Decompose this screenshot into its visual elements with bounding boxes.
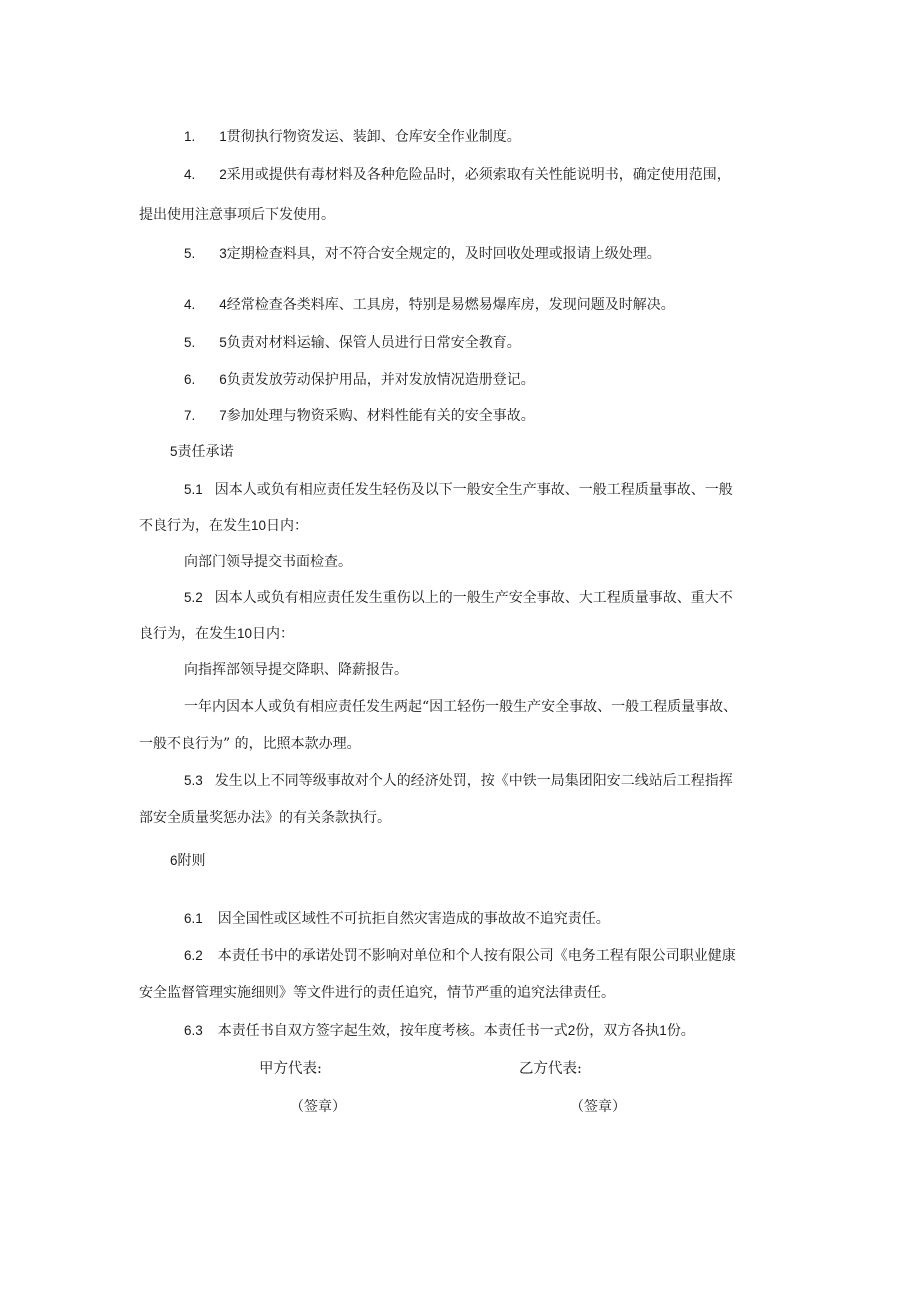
clause-text: 因全国性或区域性不可抗拒自然灾害造成的事故故不追究责任。: [217, 911, 610, 927]
party-b-representative-label: 乙方代表:: [519, 1061, 582, 1077]
clause-number: 5.2: [184, 590, 203, 605]
clause-text: 因本人或负有相应责任发生轻伤及以下一般安全生产事故、一般工程质量事故、一般: [214, 482, 733, 498]
day-count: 10: [237, 626, 253, 641]
item-subnumber: 1: [219, 129, 227, 144]
item-subnumber: 3: [219, 246, 227, 261]
list-item: [184, 406, 535, 426]
section-heading: [170, 442, 234, 462]
clause-text: 日内：: [266, 518, 309, 534]
item-text: 采用或提供有毒材料及各种危险品时，必须索取有关性能说明书，确定使用范围，: [226, 167, 731, 183]
party-a-representative-label: 甲方代表:: [259, 1061, 322, 1077]
clause-text: 份，双方各执: [575, 1023, 660, 1039]
clause-6-1: [184, 909, 610, 929]
item-number: 4.: [184, 167, 196, 182]
section-number: 5: [170, 444, 178, 459]
copy-count: 1: [659, 1023, 667, 1038]
clause-text: 日内：: [252, 626, 295, 642]
clause-text: 本责任书中的承诺处罚不影响对单位和个人按有限公司《电务工程有限公司职业健康: [217, 948, 736, 964]
list-item: [184, 370, 535, 390]
item-text: 负责对材料运输、保管人员进行日常安全教育。: [226, 335, 521, 351]
day-count: 10: [251, 518, 267, 533]
list-item: [184, 244, 661, 264]
clause-number: 5.1: [184, 482, 203, 497]
clause-5-1-action: 向部门领导提交书面检查。: [184, 554, 352, 570]
item-subnumber: 7: [219, 408, 227, 423]
item-text: 参加处理与物资采购、材料性能有关的安全事故。: [226, 408, 535, 424]
item-text: 定期检查料具，对不符合安全规定的，及时回收处理或报请上级处理。: [226, 246, 661, 262]
item-text: 负责发放劳动保护用品，并对发放情况造册登记。: [226, 372, 535, 388]
clause-6-3: [184, 1021, 695, 1041]
item-text: 贯彻执行物资发运、装卸、仓库安全作业制度。: [226, 129, 521, 145]
item-number: 1.: [184, 129, 196, 144]
item-subnumber: 4: [219, 297, 227, 312]
clause-number: 6.2: [184, 948, 203, 963]
party-a-seal: （签章）: [290, 1099, 346, 1115]
clause-number: 6.1: [184, 911, 203, 926]
list-item-continuation: 提出使用注意事项后下发使用。: [139, 207, 335, 223]
list-item: [184, 295, 675, 315]
list-item: [184, 127, 521, 147]
clause-6-2-continuation: 安全监督管理实施细则》等文件进行的责任追究，情节严重的追究法律责任。: [139, 985, 615, 1001]
item-number: 7.: [184, 408, 196, 423]
clause-5-2-extra: 一年内因本人或负有相应责任发生两起“因工轻伤一般生产安全事故、一般工程质量事故、: [184, 699, 738, 715]
clause-5-2-action: 向指挥部领导提交降职、降薪报告。: [184, 662, 408, 678]
item-subnumber: 6: [219, 372, 227, 387]
clause-6-2: [184, 946, 736, 966]
list-item: [184, 333, 521, 353]
clause-text: 发生以上不同等级事故对个人的经济处罚，按《中铁一局集团阳安二线站后工程指挥: [214, 773, 733, 789]
clause-5-2-extra-continuation: 一般不良行为” 的，比照本款办理。: [139, 736, 361, 752]
section-number: 6: [170, 853, 178, 868]
section-title: 责任承诺: [177, 444, 234, 460]
clause-text: 不良行为，在发生: [139, 518, 251, 534]
item-number: 4.: [184, 297, 196, 312]
item-subnumber: 5: [219, 335, 227, 350]
item-text: 经常检查各类料库、工具房，特别是易燃易爆库房，发现问题及时解决。: [226, 297, 675, 313]
party-b-seal: （签章）: [570, 1099, 626, 1115]
section-heading: [170, 851, 206, 871]
list-item: [184, 165, 731, 185]
clause-5-3-continuation: 部安全质量奖惩办法》的有关条款执行。: [139, 810, 391, 826]
item-number: 5.: [184, 335, 196, 350]
clause-5-2-continuation: [139, 624, 294, 644]
clause-5-1: [184, 480, 733, 500]
section-title: 附则: [177, 853, 206, 869]
copy-count: 2: [567, 1023, 576, 1038]
clause-5-3: [184, 771, 733, 791]
item-subnumber: 2: [219, 167, 227, 182]
clause-text: 因本人或负有相应责任发生重伤以上的一般生产安全事故、大工程质量事故、重大不: [214, 590, 733, 606]
item-number: 6.: [184, 372, 196, 387]
clause-text: 良行为，在发生: [139, 626, 237, 642]
item-number: 5.: [184, 246, 196, 261]
clause-number: 6.3: [184, 1023, 203, 1038]
clause-5-2: [184, 588, 733, 608]
clause-number: 5.3: [184, 773, 203, 788]
clause-text: 份。: [666, 1023, 695, 1039]
clause-5-1-continuation: [139, 516, 308, 536]
clause-text: 本责任书自双方签字起生效，按年度考核。本责任书一式: [217, 1023, 568, 1039]
